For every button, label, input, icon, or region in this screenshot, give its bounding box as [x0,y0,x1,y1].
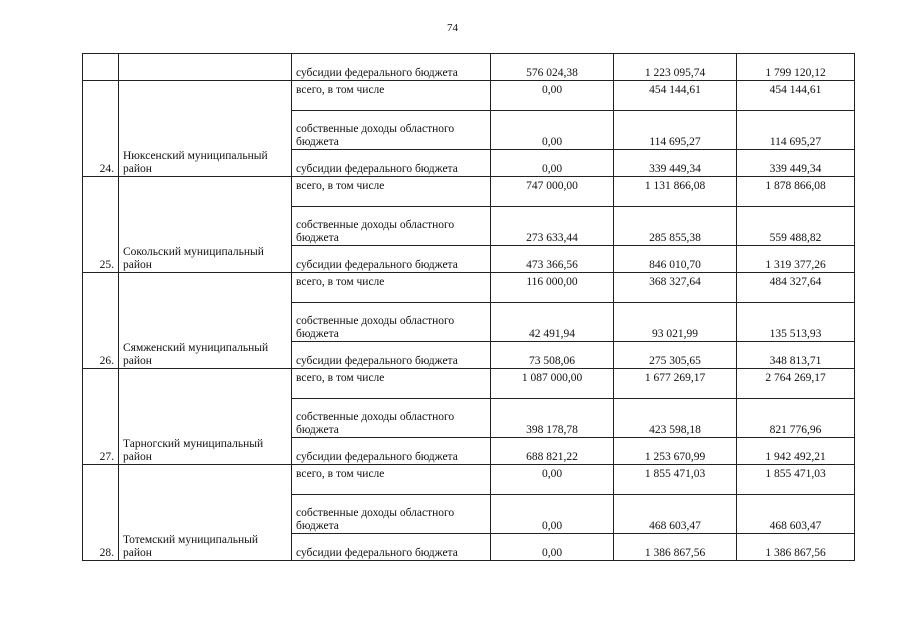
value-cell-1: 1 087 000,00 [491,369,614,399]
value-cell-2: 1 386 867,56 [614,534,737,561]
category-cell: субсидии федерального бюджета [292,534,491,561]
category-cell: собственные доходы областного бюджета [292,207,491,246]
value-cell-1: 0,00 [491,81,614,111]
table-row [83,273,855,303]
value-cell-1: 398 178,78 [491,399,614,438]
value-cell-1: 0,00 [491,111,614,150]
value-cell-2: 1 677 269,17 [614,369,737,399]
value-cell-3: 1 319 377,26 [737,246,855,273]
budget-table-body [83,54,855,561]
value-cell-2: 1 223 095,74 [614,54,737,81]
value-cell-1: 747 000,00 [491,177,614,207]
category-cell: всего, в том числе [292,369,491,399]
category-cell: собственные доходы областного бюджета [292,303,491,342]
value-cell-1: 0,00 [491,465,614,495]
value-cell-1: 73 508,06 [491,342,614,369]
value-cell-3: 2 764 269,17 [737,369,855,399]
row-number-cell: 25. [83,177,119,273]
value-cell-3: 114 695,27 [737,111,855,150]
value-cell-3: 454 144,61 [737,81,855,111]
value-cell-1: 473 366,56 [491,246,614,273]
value-cell-3: 468 603,47 [737,495,855,534]
value-cell-2: 423 598,18 [614,399,737,438]
district-name-cell: Тарногский муниципальный район [119,369,292,465]
category-cell: субсидии федерального бюджета [292,150,491,177]
category-cell: собственные доходы областного бюджета [292,495,491,534]
category-cell: всего, в том числе [292,81,491,111]
value-cell-2: 454 144,61 [614,81,737,111]
value-cell-3: 1 799 120,12 [737,54,855,81]
table-row [83,369,855,399]
value-cell-1: 42 491,94 [491,303,614,342]
row-number-cell: 28. [83,465,119,561]
value-cell-2: 468 603,47 [614,495,737,534]
value-cell-1: 273 633,44 [491,207,614,246]
category-cell: субсидии федерального бюджета [292,246,491,273]
table-row [83,54,855,81]
district-name-cell: Сокольский муниципальный район [119,177,292,273]
value-cell-2: 114 695,27 [614,111,737,150]
district-name-cell: Нюксенский муниципальный район [119,81,292,177]
category-cell: субсидии федерального бюджета [292,438,491,465]
value-cell-3: 484 327,64 [737,273,855,303]
category-cell: всего, в том числе [292,177,491,207]
value-cell-3: 559 488,82 [737,207,855,246]
row-number-cell [83,54,119,81]
row-number-cell: 24. [83,81,119,177]
value-cell-1: 576 024,38 [491,54,614,81]
value-cell-3: 1 878 866,08 [737,177,855,207]
value-cell-3: 135 513,93 [737,303,855,342]
table-row [83,81,855,111]
budget-table [82,53,855,561]
value-cell-1: 116 000,00 [491,273,614,303]
category-cell: всего, в том числе [292,465,491,495]
value-cell-1: 0,00 [491,150,614,177]
category-cell: собственные доходы областного бюджета [292,399,491,438]
category-cell: всего, в том числе [292,273,491,303]
district-name-cell: Сямженский муниципальный район [119,273,292,369]
value-cell-3: 821 776,96 [737,399,855,438]
value-cell-2: 339 449,34 [614,150,737,177]
value-cell-2: 1 131 866,08 [614,177,737,207]
value-cell-2: 846 010,70 [614,246,737,273]
value-cell-3: 1 942 492,21 [737,438,855,465]
table-row [83,177,855,207]
category-cell: субсидии федерального бюджета [292,54,491,81]
category-cell: собственные доходы областного бюджета [292,111,491,150]
value-cell-2: 368 327,64 [614,273,737,303]
page-number: 74 [447,22,458,34]
value-cell-3: 348 813,71 [737,342,855,369]
value-cell-1: 0,00 [491,534,614,561]
value-cell-1: 688 821,22 [491,438,614,465]
value-cell-2: 285 855,38 [614,207,737,246]
category-cell: субсидии федерального бюджета [292,342,491,369]
value-cell-2: 1 855 471,03 [614,465,737,495]
district-cell [119,54,292,81]
table-row [83,465,855,495]
value-cell-2: 1 253 670,99 [614,438,737,465]
value-cell-1: 0,00 [491,495,614,534]
district-name-cell: Тотемский муниципальный район [119,465,292,561]
row-number-cell: 27. [83,369,119,465]
value-cell-3: 1 386 867,56 [737,534,855,561]
value-cell-3: 339 449,34 [737,150,855,177]
value-cell-2: 93 021,99 [614,303,737,342]
value-cell-3: 1 855 471,03 [737,465,855,495]
value-cell-2: 275 305,65 [614,342,737,369]
row-number-cell: 26. [83,273,119,369]
